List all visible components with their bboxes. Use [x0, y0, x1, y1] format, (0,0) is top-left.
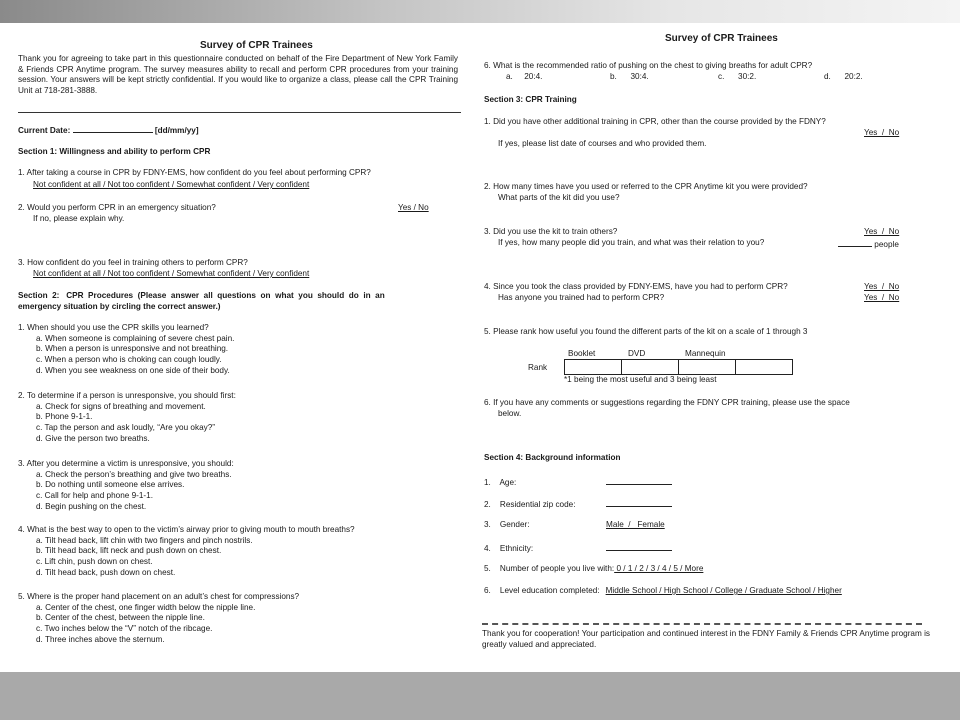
rank-cell-dvd[interactable]: [622, 360, 679, 375]
closing-message: Thank you for cooperation! Your participation and continued interest in the FDNY Family & Friends CPR Anytime program is greatly valued and appreciated.: [482, 629, 930, 649]
s3-question-3: 3. Did you use the kit to train others?: [484, 227, 618, 236]
s3-q4-followup-answer[interactable]: Yes / No: [864, 293, 900, 302]
s3-q2-followup: What parts of the kit did you use?: [498, 193, 620, 202]
rank-table: [564, 359, 793, 375]
s1-question-2: 2. Would you perform CPR in an emergency situation?: [18, 203, 216, 212]
s3-q4-answer[interactable]: Yes / No: [864, 282, 900, 291]
people-count-field[interactable]: [838, 238, 872, 247]
s2-question: 5. Where is the proper hand placement on an adult’s chest for compressions?: [18, 592, 300, 601]
top-gradient-bar: [0, 0, 960, 23]
s2-question: 1. When should you use the CPR skills you learned?: [18, 323, 209, 332]
s2-option[interactable]: b. Do nothing until someone else arrives.: [36, 480, 185, 490]
s2-option[interactable]: a. Check the person’s breathing and give two breaths.: [36, 469, 232, 479]
gender-options[interactable]: Male / Female: [606, 520, 665, 529]
age-field[interactable]: [606, 476, 672, 485]
s2-question: 4. What is the best way to open to the victim’s airway prior to giving mouth to mouth breaths?: [18, 525, 355, 534]
current-date-row: [18, 124, 199, 137]
current-date-label: Current Date:: [18, 126, 71, 135]
section3-heading: Section 3: CPR Training: [484, 95, 577, 104]
bg-label: 4. Ethnicity:: [484, 544, 534, 553]
s2-q6-option[interactable]: b. 30:4.: [610, 72, 649, 81]
s2-question-block-2: [18, 391, 236, 444]
s2-option[interactable]: c. Call for help and phone 9-1-1.: [36, 490, 153, 500]
s2-option[interactable]: b. Phone 9-1-1.: [36, 412, 93, 422]
s2-option[interactable]: c. Lift chin, push down on chest.: [36, 556, 153, 566]
page-title: Survey of CPR Trainees: [200, 40, 313, 51]
bg-item-household: [484, 564, 703, 575]
rank-col-dvd: DVD: [628, 349, 646, 358]
s1-q2-answer[interactable]: Yes / No: [398, 203, 429, 212]
s3-q1-followup: If yes, please list date of courses and who provided them.: [498, 139, 707, 148]
bg-item-age: [484, 476, 672, 489]
s2-option[interactable]: c. Tap the person and ask loudly, “Are you okay?”: [36, 422, 216, 432]
rank-col-booklet: Booklet: [568, 349, 596, 358]
bottom-gray-bar: [0, 672, 960, 720]
s2-option[interactable]: d. When you see weakness on one side of their body.: [36, 365, 230, 375]
s1-q3-options[interactable]: Not confident at all / Not too confident / Somewhat confident / Very confident: [33, 269, 310, 278]
s2-question: 3. After you determine a victim is unresponsive, you should:: [18, 459, 234, 468]
bg-label: 3. Gender:: [484, 520, 530, 529]
s3-question-1: 1. Did you have other additional training in CPR, other than the course provided by the FDNY?: [484, 117, 826, 126]
s2-option[interactable]: b. Tilt head back, lift neck and push down on chest.: [36, 546, 222, 556]
s2-question-block-5: [18, 592, 299, 645]
s2-question-block-3: [18, 459, 234, 512]
education-options[interactable]: Middle School / High School / College / Graduate School / Higher: [605, 586, 842, 595]
s2-option[interactable]: d. Begin pushing on the chest.: [36, 501, 147, 511]
s3-question-6: 6. If you have any comments or suggestions regarding the FDNY CPR training, please use the space: [484, 398, 850, 407]
s2-q6-options: [506, 72, 863, 83]
s2-question-block-1: [18, 323, 234, 376]
s1-question-1: 1. After taking a course in CPR by FDNY-EMS, how confident do you feel about performing CPR?: [18, 168, 371, 177]
s3-q6-continued: below.: [498, 409, 522, 418]
s2-question: 2. To determine if a person is unresponsive, you should first:: [18, 391, 236, 400]
s2-option[interactable]: b. When a person is unresponsive and not breathing.: [36, 344, 229, 354]
bg-item-zip: [484, 498, 672, 511]
bg-item-ethnicity: [484, 542, 672, 555]
s2-option[interactable]: c. When a person who is choking can cough loudly.: [36, 354, 222, 364]
bg-label: 6. Level education completed:: [484, 586, 600, 595]
s2-q6-option[interactable]: d. 20:2.: [824, 72, 863, 81]
rank-cell-extra[interactable]: [736, 360, 793, 375]
people-label: people: [874, 240, 899, 249]
closing-divider: [482, 623, 922, 625]
ethnicity-field[interactable]: [606, 542, 672, 551]
bg-item-gender: [484, 520, 665, 531]
s3-question-2: 2. How many times have you used or referred to the CPR Anytime kit you were provided?: [484, 182, 808, 191]
s2-option[interactable]: a. Check for signs of breathing and movement.: [36, 401, 206, 411]
household-options[interactable]: 0 / 1 / 2 / 3 / 4 / 5 / More: [614, 564, 704, 573]
s3-q3-people-row: [838, 238, 899, 251]
s2-option[interactable]: b. Center of the chest, between the nipple line.: [36, 613, 205, 623]
s2-q6-option[interactable]: c. 30:2.: [718, 72, 757, 81]
section2-heading-line1: Section 2: CPR Procedures (Please answer all questions on what you should do in an: [18, 291, 385, 300]
rank-note: *1 being the most useful and 3 being least: [564, 375, 717, 384]
rank-cell-booklet[interactable]: [565, 360, 622, 375]
s2-option[interactable]: c. Two inches below the “V” notch of the ribcage.: [36, 623, 213, 633]
page-title: Survey of CPR Trainees: [665, 33, 778, 44]
current-date-format: [dd/mm/yy]: [154, 126, 199, 135]
rank-col-mannequin: Mannequin: [685, 349, 726, 358]
section4-heading: Section 4: Background information: [484, 453, 621, 462]
s2-option[interactable]: d. Three inches above the sternum.: [36, 634, 165, 644]
s3-q4-followup: Has anyone you trained had to perform CPR?: [498, 293, 665, 302]
rank-cell-mannequin[interactable]: [679, 360, 736, 375]
zip-field[interactable]: [606, 498, 672, 507]
s2-question-block-4: [18, 525, 355, 578]
bg-item-education: [484, 586, 842, 597]
s3-q3-answer[interactable]: Yes / No: [864, 227, 900, 236]
s1-q2-followup: If no, please explain why.: [33, 214, 125, 223]
s2-option[interactable]: d. Give the person two breaths.: [36, 433, 150, 443]
s2-question-6: 6. What is the recommended ratio of pushing on the chest to giving breaths for adult CPR?: [484, 61, 813, 70]
bg-label: 5. Number of people you live with:: [484, 564, 615, 573]
s3-question-5: 5. Please rank how useful you found the different parts of the kit on a scale of 1 through 3: [484, 327, 808, 336]
rank-label: Rank: [528, 363, 548, 372]
divider: [18, 112, 461, 113]
s3-question-4: 4. Since you took the class provided by FDNY-EMS, have you had to perform CPR?: [484, 282, 788, 291]
bg-label: 2. Residential zip code:: [484, 500, 576, 509]
intro-paragraph: Thank you for agreeing to take part in this questionnaire conducted on behalf of the Fire Department of New York Family & Friends CPR Anytime program. The survey measures ability to recall and perform CPR procedures from your training session. Your answers will be kept strictly confidential. If you would like to organize a class, please call the CPR Training Unit at 718-281-3888.: [18, 54, 458, 95]
s2-option[interactable]: d. Tilt head back, push down on chest.: [36, 567, 176, 577]
bg-label: 1. Age:: [484, 478, 517, 487]
current-date-field[interactable]: [73, 124, 153, 133]
s2-option[interactable]: a. Tilt head back, lift chin with two fingers and pinch nostrils.: [36, 535, 253, 545]
survey-page-right: [470, 23, 960, 672]
s3-q3-followup: If yes, how many people did you train, and what was their relation to you?: [498, 238, 765, 247]
survey-page-left: [0, 23, 470, 672]
s2-option[interactable]: a. Center of the chest, one finger width below the nipple line.: [36, 602, 256, 612]
s2-option[interactable]: a. When someone is complaining of severe chest pain.: [36, 333, 235, 343]
section1-heading: Section 1: Willingness and ability to perform CPR: [18, 147, 211, 156]
s3-q1-answer[interactable]: Yes / No: [864, 128, 900, 137]
s1-q1-options[interactable]: Not confident at all / Not too confident / Somewhat confident / Very confident: [33, 180, 310, 189]
section2-heading-line2: emergency situation by circling the correct answer.): [18, 302, 221, 311]
s2-q6-option[interactable]: a. 20:4.: [506, 72, 543, 81]
s1-question-3: 3. How confident do you feel in training others to perform CPR?: [18, 258, 248, 267]
